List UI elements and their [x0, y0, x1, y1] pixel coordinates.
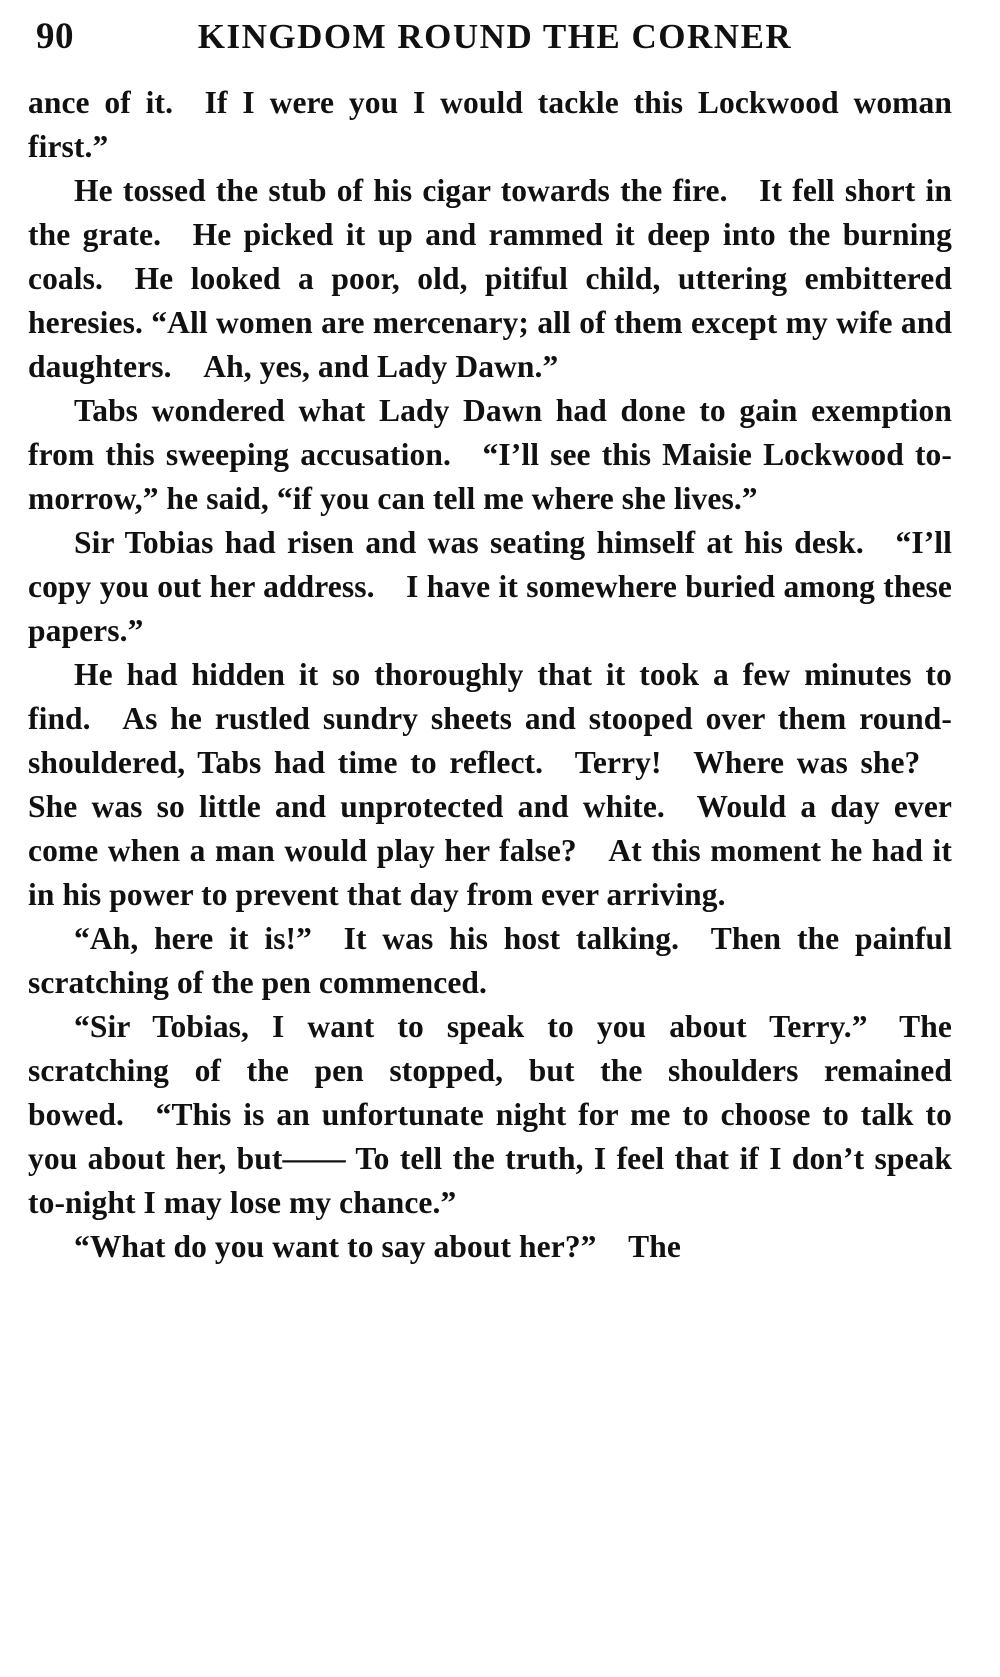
- paragraph: ance of it. If I were you I would tackle this Lockwood woman first.”: [28, 85, 952, 164]
- running-head: [28, 18, 952, 55]
- paragraph: “What do you want to say about her?” The: [74, 1229, 681, 1264]
- page-title: KINGDOM ROUND THE CORNER: [197, 17, 793, 56]
- page-number: 90: [36, 16, 74, 57]
- paragraph: “Ah, here it is!” It was his host talking. Then the painful scratching of the pen commenced.: [28, 921, 952, 1000]
- paragraph: Tabs wondered what Lady Dawn had done to gain exemption from this sweeping accusation. “I’ll see this Maisie Lockwood to-morrow,” he said, “if you can tell me where she lives.”: [28, 393, 952, 516]
- paragraph: He tossed the stub of his cigar towards the fire. It fell short in the grate. He picked it up and rammed it deep into the burning coals. He looked a poor, old, pitiful child, uttering embittered heresies. “All women are mercenary; all of them except my wife and daughters. Ah, yes, and Lady Dawn.”: [28, 173, 952, 384]
- paragraph: “Sir Tobias, I want to speak to you about Terry.” The scratching of the pen stopped, but the shoulders remained bowed. “This is an unfortunate night for me to choose to talk to you about her, but—— To tell the truth, I feel that if I don’t speak to-night I may lose my chance.”: [28, 1009, 952, 1220]
- paragraph: He had hidden it so thoroughly that it took a few minutes to find. As he rustled sundry sheets and stooped over them round-shouldered, Tabs had time to reflect. Terry! Where was she? She was so little and unprotected and white. Would a day ever come when a man would play her false? At this moment he had it in his power to prevent that day from ever arriving.: [28, 657, 952, 912]
- paragraph: Sir Tobias had risen and was seating himself at his desk. “I’ll copy you out her address. I have it somewhere buried among these papers.”: [28, 525, 952, 648]
- body-text: [28, 81, 952, 1269]
